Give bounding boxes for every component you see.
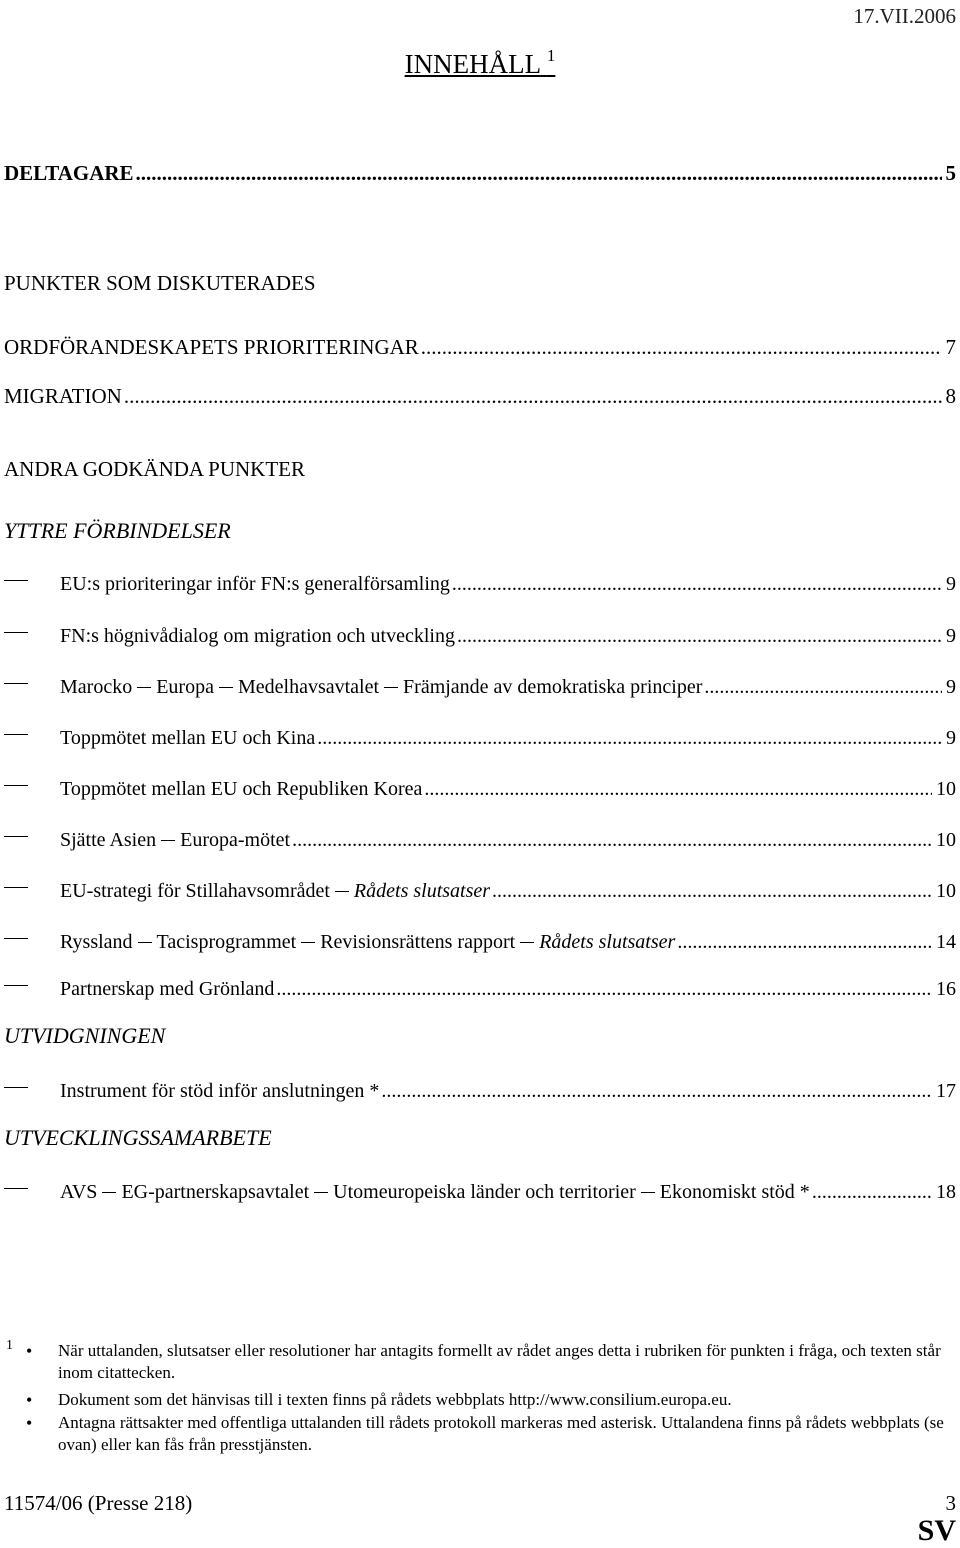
inline-dash — [335, 891, 349, 892]
bullet-icon: • — [26, 1413, 33, 1433]
toc-entry-page: 10 — [936, 880, 956, 902]
dash-marker — [4, 724, 60, 744]
label-part: EU-strategi för Stillahavsområdet — [60, 880, 330, 902]
toc-entry-ordforandeskap[interactable] — [4, 334, 956, 360]
toc-entry-stillahavsomradet[interactable] — [4, 877, 956, 904]
label-part: AVS — [60, 1181, 98, 1203]
inline-dash — [102, 1192, 116, 1193]
toc-entry-label: Instrument för stöd inför anslutningen * — [60, 1080, 380, 1102]
dash-marker — [4, 877, 60, 897]
footnote-item — [26, 1389, 946, 1411]
page-number: 3 — [945, 1491, 956, 1515]
toc-entry-label — [60, 1179, 810, 1205]
toc-entry-page: 8 — [945, 384, 956, 408]
inline-dash — [137, 687, 151, 688]
bullet-icon: • — [26, 1341, 33, 1361]
toc-entry-label: DELTAGARE — [4, 161, 134, 185]
label-part: Europa — [156, 676, 214, 698]
label-part: Ryssland — [60, 931, 133, 953]
toc-entry-page: 9 — [946, 573, 956, 595]
leader-dots — [424, 776, 932, 802]
inline-dash — [314, 1192, 328, 1193]
section-heading-utvecklingssamarbete: UTVECKLINGSSAMARBETE — [4, 1125, 272, 1150]
document-date: 17.VII.2006 — [853, 4, 956, 28]
dash-marker — [4, 570, 60, 590]
dash-marker — [4, 622, 60, 642]
toc-entry-ryssland[interactable] — [4, 928, 956, 955]
toc-entry-page: 7 — [945, 335, 956, 359]
language-code: SV — [917, 1514, 956, 1547]
leader-dots — [812, 1179, 932, 1205]
toc-entry-page: 5 — [945, 161, 956, 185]
bullet-icon: • — [26, 1390, 33, 1410]
footnote-item — [26, 1340, 946, 1384]
footnote-text: Antagna rättsakter med offentliga uttalanden till rådets protokoll markeras med asterisk. Uttalandena finns på rådets webbplats (se ovan) eller kan fås från presstjänsten. — [58, 1413, 944, 1454]
footnote-mark: 1 — [6, 1338, 13, 1353]
inline-dash — [384, 687, 398, 688]
label-part: Främjande av demokratiska principer — [403, 676, 703, 698]
toc-entry-fn-hognivadialog[interactable] — [4, 622, 956, 649]
dash-marker — [4, 826, 60, 846]
toc-entry-label: FN:s högnivådialog om migration och utveckling — [60, 625, 455, 647]
toc-entry-marocko[interactable] — [4, 673, 956, 700]
leader-dots — [452, 571, 942, 597]
toc-entry-migration[interactable] — [4, 383, 956, 409]
toc-entry-asien-europa[interactable] — [4, 826, 956, 853]
section-heading-punkter: PUNKTER SOM DISKUTERADES — [4, 271, 316, 295]
dash-marker — [4, 673, 60, 693]
page-title — [0, 48, 960, 80]
toc-entry-eu-kina[interactable] — [4, 724, 956, 751]
label-part: Sjätte Asien — [60, 829, 157, 851]
footnote-item — [26, 1412, 946, 1456]
toc-entry-avs[interactable] — [4, 1178, 956, 1205]
inline-dash — [520, 942, 534, 943]
toc-entry-page: 9 — [946, 676, 956, 698]
label-part: Europa-mötet — [180, 829, 291, 851]
toc-entry-label — [60, 674, 702, 700]
label-part: Marocko — [60, 676, 133, 698]
toc-entry-label: MIGRATION — [4, 384, 122, 408]
leader-dots — [136, 160, 942, 186]
label-part: Revisionsrättens rapport — [320, 931, 516, 953]
section-heading-andra: ANDRA GODKÄNDA PUNKTER — [4, 457, 306, 481]
toc-entry-page: 17 — [936, 1080, 956, 1102]
toc-entry-label: Partnerskap med Grönland — [60, 978, 275, 1000]
section-heading-yttre: YTTRE FÖRBINDELSER — [4, 518, 231, 543]
label-part: Medelhavsavtalet — [237, 676, 380, 698]
dash-marker — [4, 928, 60, 948]
leader-dots — [381, 1078, 932, 1104]
label-part: Tacisprogrammet — [156, 931, 297, 953]
leader-dots — [124, 383, 942, 409]
inline-dash — [161, 840, 175, 841]
toc-entry-page: 16 — [936, 978, 956, 1000]
toc-entry-anslutning[interactable] — [4, 1077, 956, 1104]
toc-entry-label: Toppmötet mellan EU och Republiken Korea — [60, 778, 423, 800]
toc-entry-page: 14 — [936, 931, 956, 953]
toc-entry-label — [60, 878, 490, 904]
leader-dots — [292, 827, 932, 853]
label-part: EG-partnerskapsavtalet — [121, 1181, 310, 1203]
footnote-text: När uttalanden, slutsatser eller resolutioner har antagits formellt av rådet anges detta i rubriken för punkten i fråga, och texten står inom citattecken. — [58, 1341, 941, 1382]
dash-marker — [4, 1178, 60, 1198]
toc-entry-label: ORDFÖRANDESKAPETS PRIORITERINGAR — [4, 335, 419, 359]
label-part: Ekonomiskt stöd * — [659, 1181, 810, 1203]
dash-marker — [4, 975, 60, 995]
label-part-italic: Rådets slutsatser — [353, 880, 491, 902]
document-reference: 11574/06 (Presse 218) — [4, 1491, 193, 1515]
title-footnote-ref: 1 — [546, 46, 556, 65]
label-part-italic: Rådets slutsatser — [539, 931, 676, 953]
toc-entry-page: 10 — [936, 829, 956, 851]
leader-dots — [492, 878, 932, 904]
dash-marker — [4, 1077, 60, 1097]
leader-dots — [677, 929, 932, 955]
leader-dots — [276, 976, 932, 1002]
inline-dash — [219, 687, 233, 688]
toc-entry-gronland[interactable] — [4, 975, 956, 1002]
leader-dots — [317, 725, 942, 751]
dash-marker — [4, 775, 60, 795]
inline-dash — [641, 1192, 655, 1193]
toc-entry-page: 10 — [936, 778, 956, 800]
inline-dash — [301, 942, 315, 943]
toc-entry-page: 9 — [946, 625, 956, 647]
inline-dash — [138, 942, 152, 943]
leader-dots — [421, 334, 942, 360]
title-text: INNEHÅLL — [404, 49, 541, 79]
toc-entry-label: EU:s prioriteringar inför FN:s generalförsamling — [60, 573, 450, 595]
leader-dots — [704, 674, 942, 700]
toc-entry-label: Toppmötet mellan EU och Kina — [60, 727, 316, 749]
toc-entry-label — [60, 827, 290, 853]
toc-entry-page: 9 — [946, 727, 956, 749]
label-part: Utomeuropeiska länder och territorier — [333, 1181, 636, 1203]
section-heading-utvidgningen: UTVIDGNINGEN — [4, 1023, 166, 1048]
leader-dots — [457, 623, 942, 649]
toc-entry-eu-korea[interactable] — [4, 775, 956, 802]
toc-entry-deltagare[interactable] — [4, 160, 956, 186]
toc-entry-fn-generalforsamling[interactable] — [4, 570, 956, 597]
footnote-text: Dokument som det hänvisas till i texten finns på rådets webbplats http://www.consilium.europa.eu. — [58, 1390, 732, 1409]
toc-entry-label — [60, 929, 675, 955]
toc-entry-page: 18 — [936, 1181, 956, 1203]
